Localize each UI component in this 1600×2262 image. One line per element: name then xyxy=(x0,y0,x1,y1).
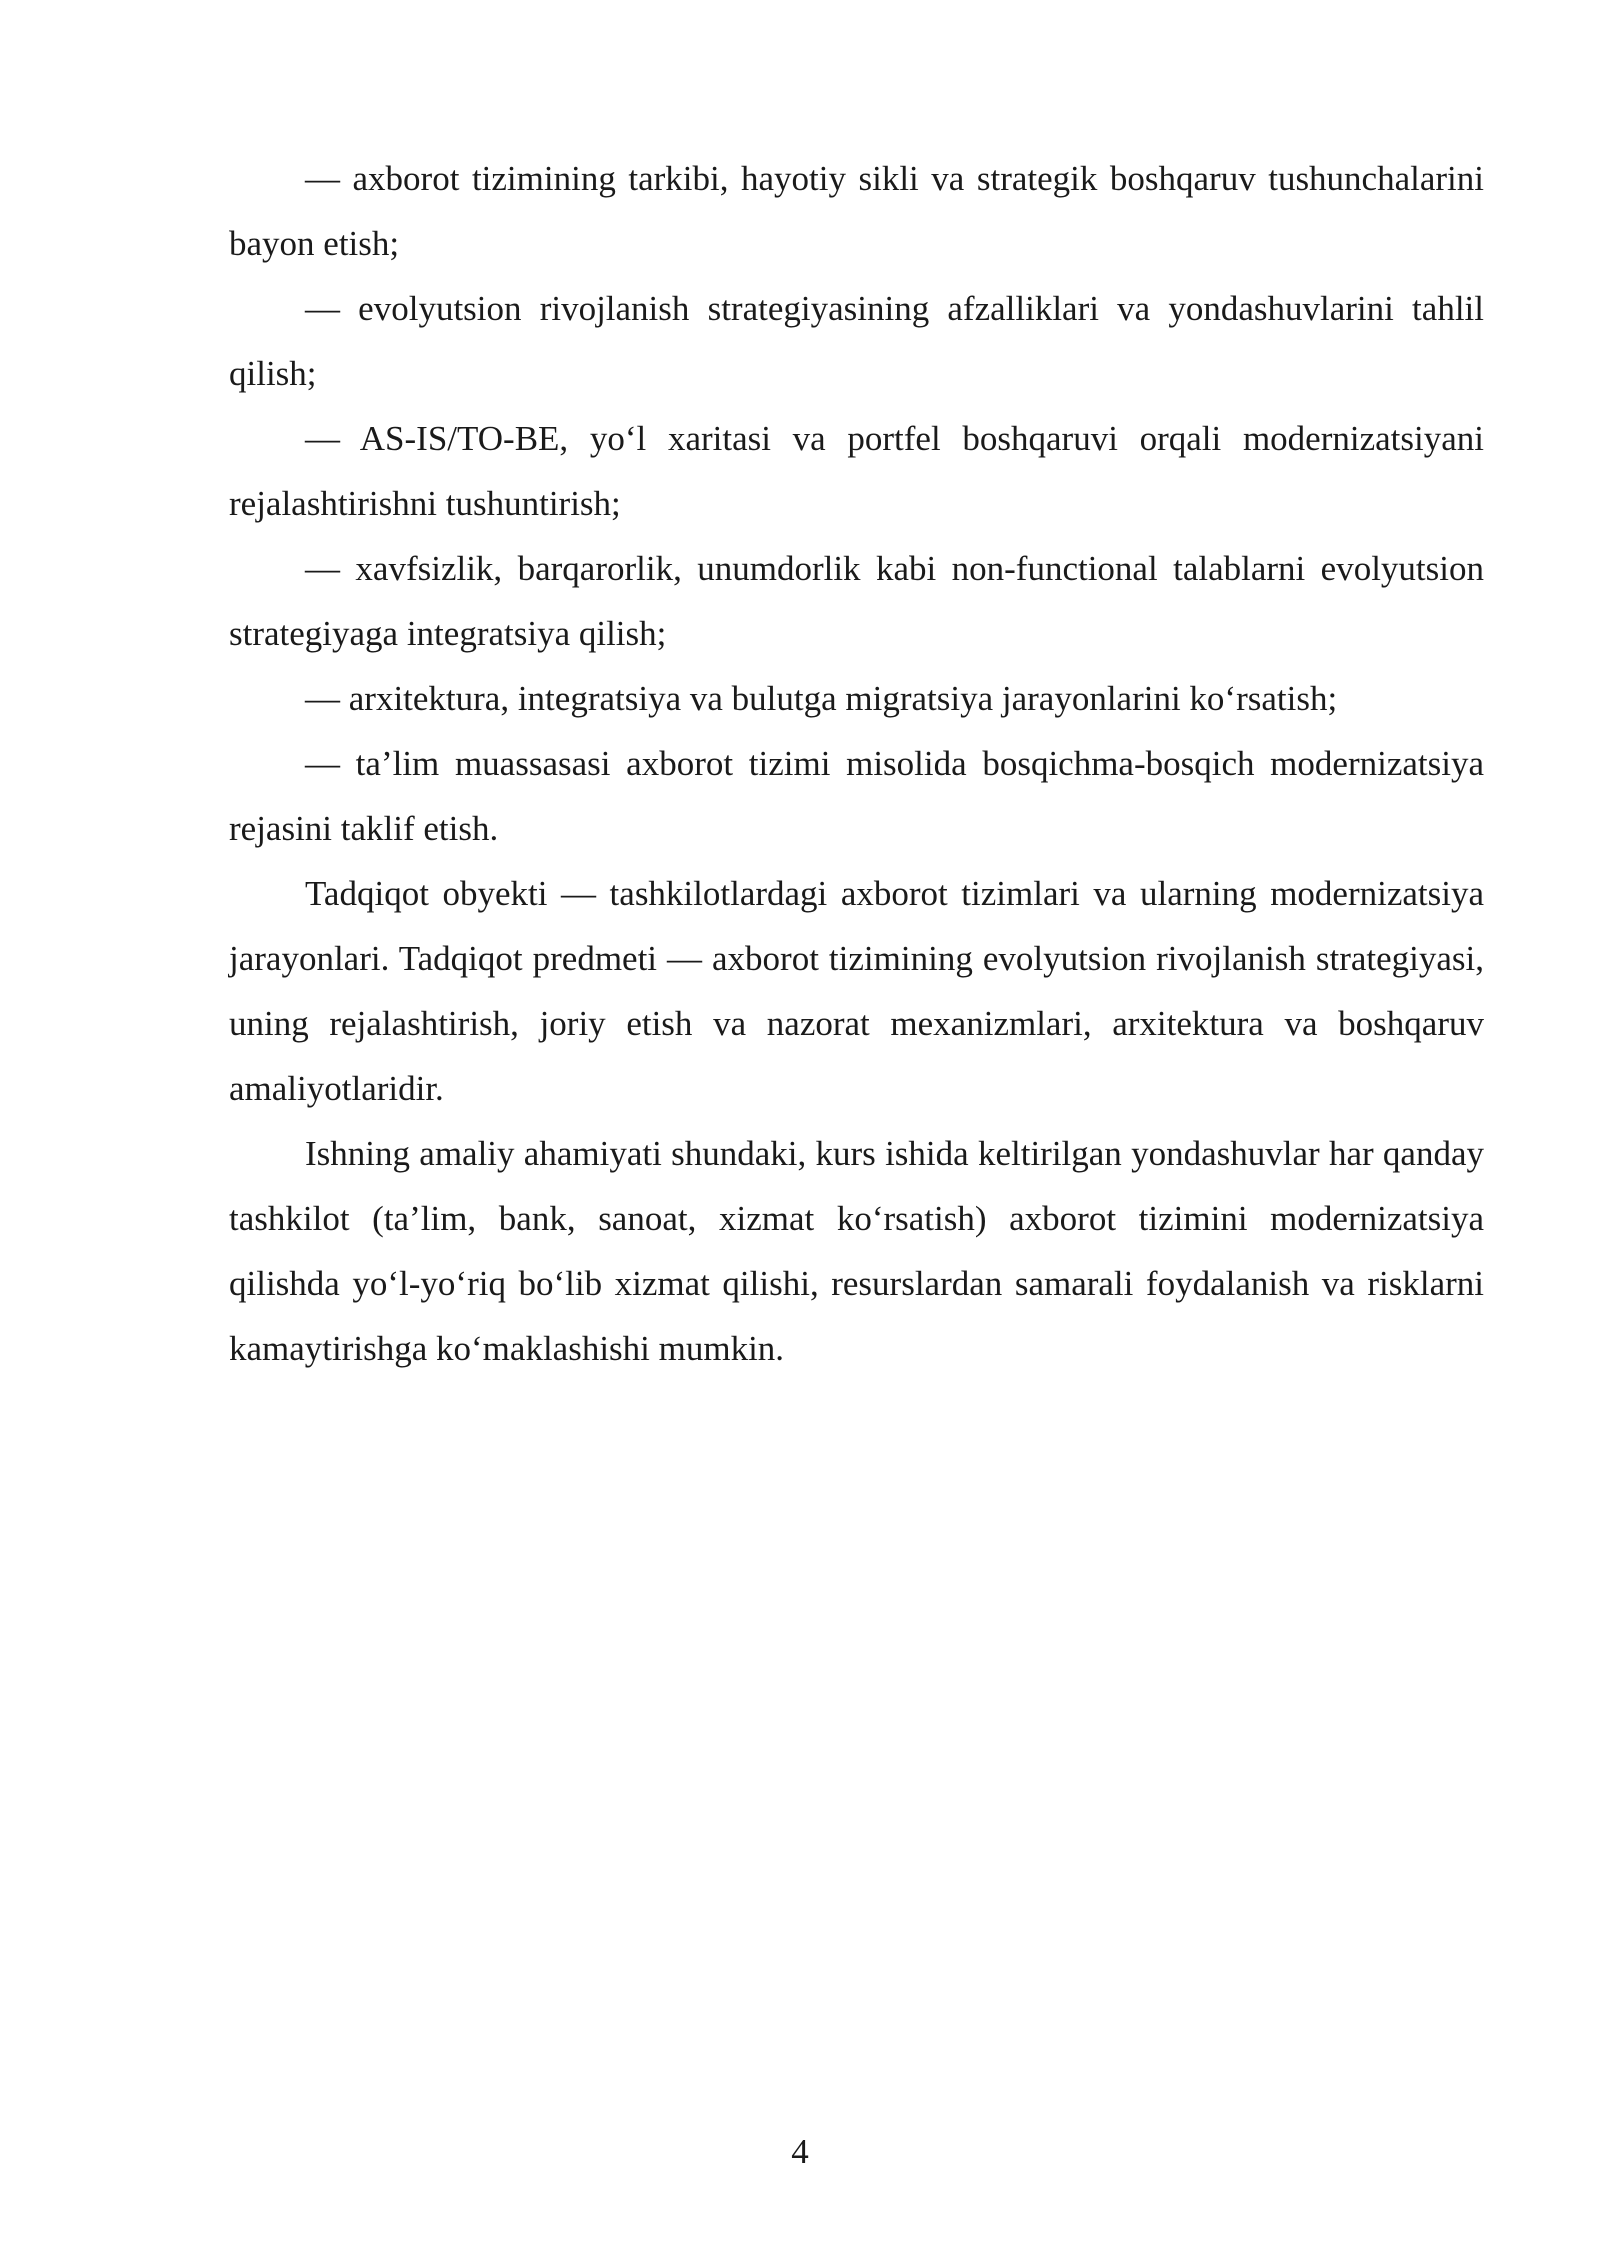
list-item: — xavfsizlik, barqarorlik, unumdorlik kabi non-functional talablarni evolyutsion strategiyaga integratsiya qilish; xyxy=(229,549,1484,653)
list-item: — axborot tizimining tarkibi, hayotiy sikli va strategik boshqaruv tushunchalarini bayon etish; xyxy=(229,159,1484,263)
page-number: 4 xyxy=(791,2132,809,2171)
page-body xyxy=(229,146,1484,1381)
list-item: — arxitektura, integratsiya va bulutga migratsiya jarayonlarini ko‘rsatish; xyxy=(305,679,1338,718)
body-paragraph: Ishning amaliy ahamiyati shundaki, kurs ishida keltirilgan yondashuvlar har qanday tashkilot (ta’lim, bank, sanoat, xizmat ko‘rsatish) axborot tizimini modernizatsiya qilishda yo‘l-yo‘riq bo‘lib xizmat qilishi, resurslardan samarali foydalanish va risklarni kamaytirishga ko‘maklashishi mumkin. xyxy=(229,1134,1484,1368)
list-item: — ta’lim muassasasi axborot tizimi misolida bosqichma-bosqich modernizatsiya rejasini taklif etish. xyxy=(229,744,1484,848)
list-item: — AS-IS/TO-BE, yo‘l xaritasi va portfel boshqaruvi orqali modernizatsiyani rejalashtirishni tushuntirish; xyxy=(229,419,1484,523)
list-item: — evolyutsion rivojlanish strategiyasining afzalliklari va yondashuvlarini tahlil qilish; xyxy=(229,289,1484,393)
body-paragraph: Tadqiqot obyekti — tashkilotlardagi axborot tizimlari va ularning modernizatsiya jarayonlari. Tadqiqot predmeti — axborot tizimining evolyutsion rivojlanish strategiyasi, uning rejalashtirish, joriy etish va nazorat mexanizmlari, arxitektura va boshqaruv amaliyotlaridir. xyxy=(229,874,1484,1108)
